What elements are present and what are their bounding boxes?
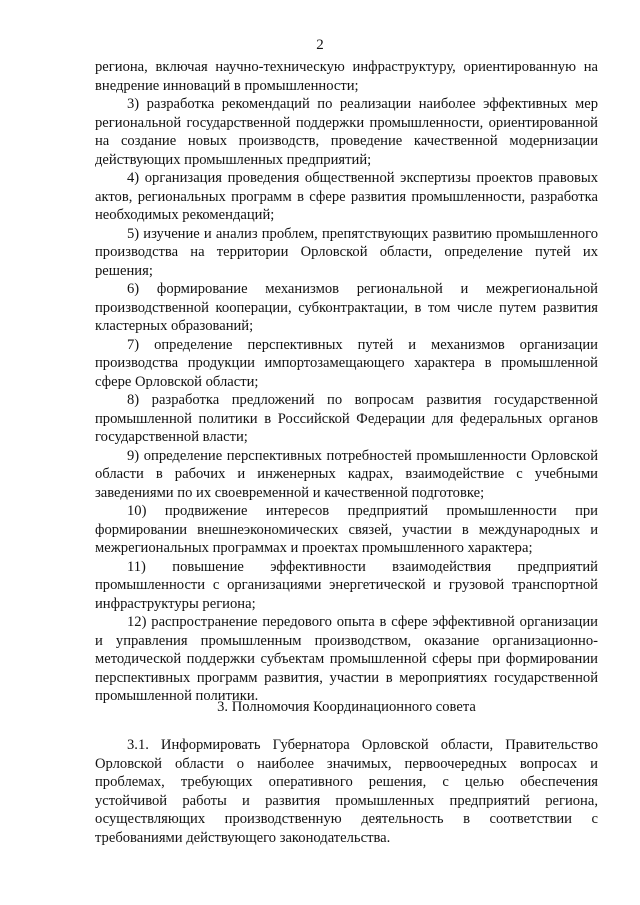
list-item-11: 11) повышение эффективности взаимодействия предприятий промышленности с организациями энергетической и грузовой транспортной инфраструктуры региона; (95, 558, 598, 612)
list-item-7: 7) определение перспективных путей и механизмов организации производства продукции импортозамещающего характера в промышленной сфере Орловской области; (95, 336, 598, 390)
section-3-body (95, 736, 598, 847)
list-item-6: 6) формирование механизмов региональной и межрегиональной производственной кооперации, субконтрактации, в том числе путем развития кластерных образований; (95, 281, 598, 334)
page-number: 2 (316, 37, 324, 53)
section-heading: 3. Полномочия Координационного совета (217, 699, 476, 715)
list-item-5: 5) изучение и анализ проблем, препятствующих развитию промышленного производства на территории Орловской области, определение путей их решения; (95, 225, 598, 279)
list-item-8: 8) разработка предложений по вопросам развития государственной промышленной политики в Российской Федерации для федеральных органов государственной власти; (95, 392, 598, 445)
list-item-4: 4) организация проведения общественной экспертизы проектов правовых актов, региональных программ в сфере развития промышленности, разработка необходимых рекомендаций; (95, 170, 598, 223)
list-item-9: 9) определение перспективных потребностей промышленности Орловской области в рабочих и инженерных кадрах, взаимодействие с учебными заведениями по их своевременной и качественной подготовке; (95, 447, 598, 501)
list-item-3: 3) разработка рекомендаций по реализации наиболее эффективных мер региональной государственной поддержки промышленности, ориентированной на создание новых производств, проведение качественной модернизации действующих промышленных предприятий; (95, 96, 598, 168)
list-item-12: 12) распространение передового опыта в сфере эффективной организации и управления промышленным производством, оказание организационно-методической поддержки субъектам промышленной сферы при формировании перспективных программ развития, участии в мероприятиях государственной промышленной политики. (95, 614, 598, 704)
powers-list (95, 58, 598, 706)
clause-3-1: 3.1. Информировать Губернатора Орловской области, Правительство Орловской области о наиболее значимых, первоочередных вопросах и проблемах, требующих оперативного решения, с целью обеспечения устойчивой работы и развития промышленных предприятий региона, осуществляющих производственную деятельность в соответствии с требованиями действующего законодательства. (95, 737, 598, 846)
list-item-10: 10) продвижение интересов предприятий промышленности при формировании внешнеэкономических связей, участии в международных и межрегиональных программах и проектах промышленного характера; (95, 503, 598, 556)
list-item-2-continuation: региона, включая научно-техническую инфраструктуру, ориентированную на внедрение инноваций в промышленности; (95, 59, 598, 94)
